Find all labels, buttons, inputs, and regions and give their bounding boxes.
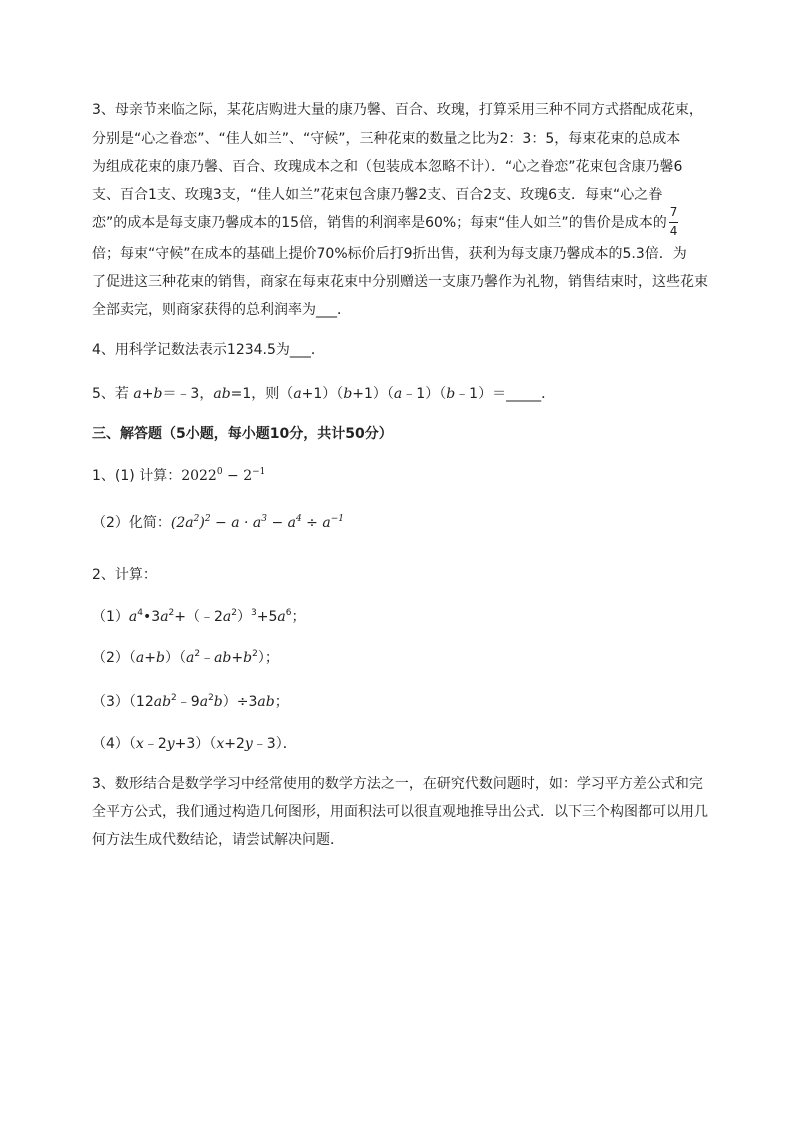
q3-line-8: 全部卖完，则商家获得的总利润率为___． xyxy=(92,302,351,318)
var-y: y xyxy=(166,736,175,752)
p2-sub1 xyxy=(92,607,305,629)
txt: + xyxy=(231,650,244,666)
var-b: b xyxy=(153,386,163,402)
txt: +5 xyxy=(256,609,278,625)
expr-mid2: − a xyxy=(267,515,296,531)
var-ab: ab xyxy=(214,650,232,666)
exp-zero: 0 xyxy=(216,467,223,477)
txt: ； xyxy=(274,694,289,710)
q3-line-5-text: 恋”的成本是每支康乃馨成本的15倍，销售的利润率是60%；每束“佳人如兰”的售价是成本的 xyxy=(92,215,667,231)
txt: +2 xyxy=(224,736,245,752)
expr-mid: − a · a xyxy=(210,515,262,531)
plus: + xyxy=(141,386,154,402)
q5-p3: ﹣1）（ xyxy=(402,386,447,402)
txt: ﹣3）． xyxy=(252,736,297,752)
exp: 2 xyxy=(171,693,177,703)
p1-expr xyxy=(181,468,265,484)
p3-line-2: 全平方公式，我们通过构造几何图形，用面积法可以很直观地推导出公式．以下三个构图都可以用几 xyxy=(92,804,708,820)
p1-label: 1、(1) 计算： xyxy=(92,468,182,484)
exp-neg-one: −1 xyxy=(252,467,266,477)
var-a: a xyxy=(222,609,232,625)
txt: +3）（ xyxy=(174,736,217,752)
sub-label: （1） xyxy=(92,609,129,625)
exp: 2 xyxy=(231,608,238,618)
var-b: b xyxy=(243,650,253,666)
exp: 2 xyxy=(208,693,214,703)
q3-line-5 xyxy=(92,205,681,241)
txt: ﹣ xyxy=(200,650,215,666)
q5-p2: +1）（ xyxy=(352,386,394,402)
q3-line-1: 3、母亲节来临之际，某花店购进大量的康乃馨、百合、玫瑰，打算采用三种不同方式搭配成花束， xyxy=(92,102,703,118)
exp: 3 xyxy=(251,608,257,618)
txt: •3 xyxy=(143,609,161,625)
var-b: b xyxy=(156,650,165,666)
var-a: a xyxy=(133,386,142,402)
q5-p1: +1）（ xyxy=(301,386,344,402)
var-b: b xyxy=(446,386,456,402)
txt: ； xyxy=(291,609,306,625)
exp-2: 2 xyxy=(193,514,200,524)
q3-line-6: 倍；每束“守候”在成本的基础上提价70%标价后打9折出售，获利为每支康乃馨成本的5.3倍．为 xyxy=(92,246,687,262)
var-a: a xyxy=(293,386,302,402)
txt: ﹣9 xyxy=(176,694,200,710)
exp: 4 xyxy=(137,608,144,618)
p2-sub3 xyxy=(92,692,289,714)
var-ab: ab xyxy=(153,694,172,710)
exp-3: 3 xyxy=(261,514,267,524)
exp: 2 xyxy=(194,649,201,659)
var-y: y xyxy=(244,736,253,752)
var-a: a xyxy=(135,650,145,666)
exp-square: 2 xyxy=(204,514,211,524)
exp: 6 xyxy=(285,608,292,618)
p3-line-1: 3、数形结合是数学学习中经常使用的数学方法之一，在研究代数问题时，如：学习平方差公式和完 xyxy=(92,776,703,792)
expr-div: ÷ a xyxy=(301,515,331,531)
q5-p4: ﹣1）＝_____． xyxy=(455,386,556,402)
txt: （3）（12 xyxy=(92,694,154,710)
p1-part2 xyxy=(92,513,344,535)
p2-sub4 xyxy=(92,734,297,754)
txt: ）（ xyxy=(164,650,186,666)
p1-label2: （2）化简： xyxy=(92,515,171,531)
expr-close: ) xyxy=(199,515,205,531)
var-a: a xyxy=(128,609,138,625)
var-a: a xyxy=(185,650,195,666)
p1-simplify-expr xyxy=(171,515,344,531)
var-ab: ab xyxy=(257,694,275,710)
expr-open: (2a xyxy=(170,515,194,531)
txt: （4）（ xyxy=(92,736,136,752)
txt: ﹣2 xyxy=(143,736,167,752)
txt: ）； xyxy=(257,650,279,666)
q5-prefix: 5、若 xyxy=(92,386,129,402)
section-heading: 三、解答题（5小题，每小题10分，共计50分） xyxy=(92,426,393,442)
q5-eq2: =1，则（ xyxy=(230,386,294,402)
fraction-denominator: 4 xyxy=(669,224,678,238)
exp: 2 xyxy=(168,608,175,618)
q3-line-3: 为组成花束的康乃馨、百合、玫瑰成本之和（包装成本忽略不计）．“心之眷恋”花束包含康乃馨6 xyxy=(92,159,683,175)
p3-line-3: 何方法生成代数结论，请尝试解决问题． xyxy=(92,832,344,848)
expr-base: 2022 xyxy=(181,468,217,484)
txt: （2）（ xyxy=(92,650,136,666)
txt: ） xyxy=(237,609,252,625)
var-a: a xyxy=(277,609,286,625)
txt: ）÷3 xyxy=(222,694,258,710)
q4-line: 4、用科学记数法表示1234.5为___． xyxy=(92,342,325,358)
var-a: a xyxy=(393,386,403,402)
var-a: a xyxy=(199,694,209,710)
exp-neg-one: −1 xyxy=(330,514,344,524)
q3-line-4: 支、百合1支、玫瑰3支，“佳人如兰”花束包含康乃馨2支、百合2支、玫瑰6支．每束“心之眷 xyxy=(92,187,663,203)
var-b: b xyxy=(213,694,223,710)
fraction-seven-fourths xyxy=(669,205,679,241)
q3-line-2: 分别是“心之眷恋”、“佳人如兰”、“守候”，三种花束的数量之比为2：3：5，每束花束的总成本 xyxy=(92,131,681,147)
var-b: b xyxy=(343,386,353,402)
fraction-bar xyxy=(669,222,678,223)
var-x: x xyxy=(135,736,144,752)
exp: 2 xyxy=(252,649,258,659)
var-a: a xyxy=(160,609,169,625)
txt: +（﹣2 xyxy=(174,609,223,625)
fraction-numerator: 7 xyxy=(669,205,678,219)
q3-line-7: 了促进这三种花束的销售，商家在每束花束中分别赠送一支康乃馨作为礼物，销售结束时，这些花束 xyxy=(92,274,708,290)
p2-sub2 xyxy=(92,648,279,670)
var-ab: ab xyxy=(213,386,231,402)
p2-title: 2、计算： xyxy=(92,567,157,583)
txt: + xyxy=(144,650,157,666)
p1-part1 xyxy=(92,466,265,488)
q5-line xyxy=(92,384,555,404)
exp-4: 4 xyxy=(295,514,302,524)
expr-minus: − 2 xyxy=(222,468,253,484)
var-x: x xyxy=(216,736,225,752)
q5-eq1: ＝﹣3， xyxy=(162,386,214,402)
